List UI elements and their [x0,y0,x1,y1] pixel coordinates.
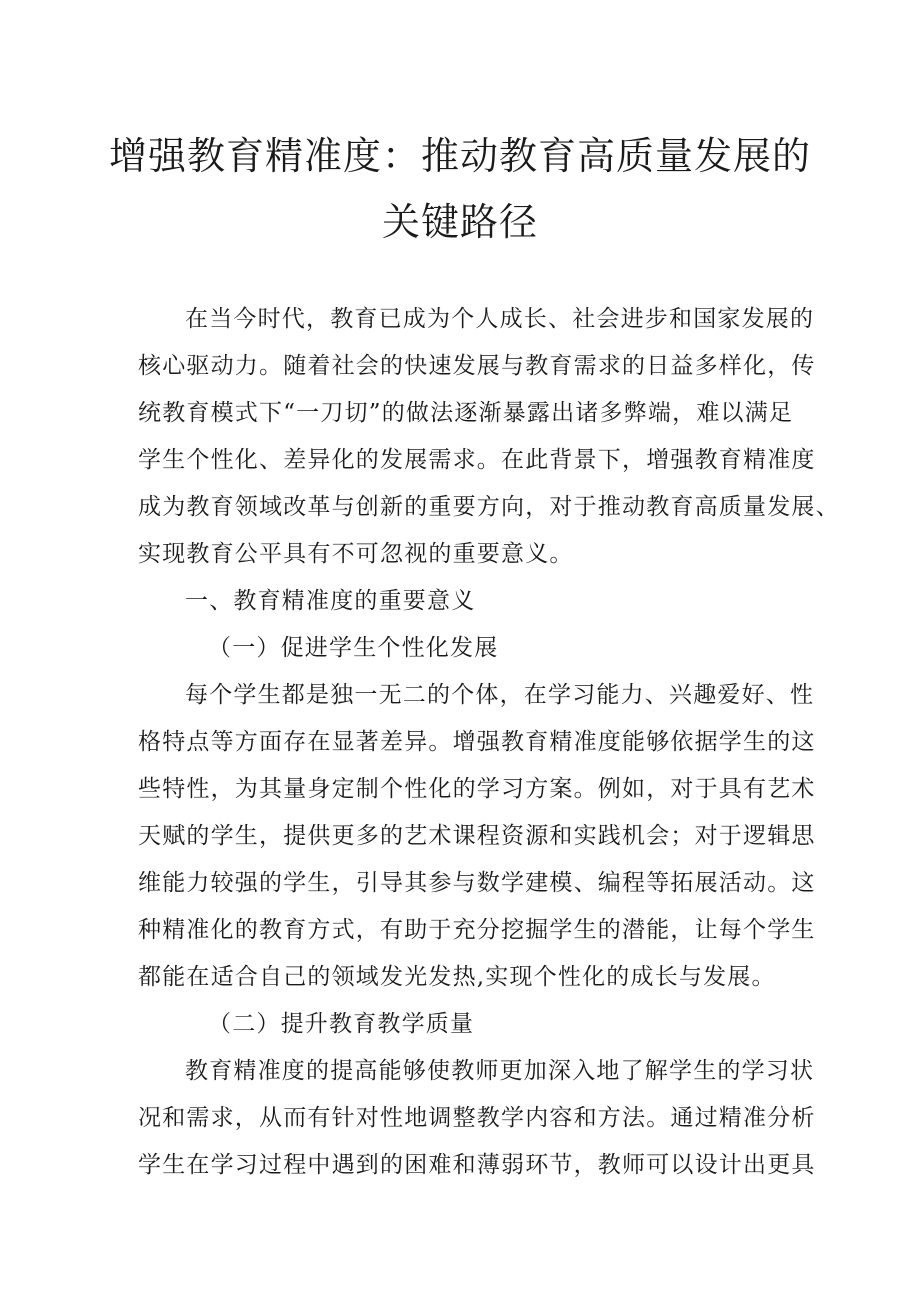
document-title-line-1: 增强教育精准度：推动教育高质量发展的 [108,134,811,178]
paragraph-line: 维能力较强的学生，引导其参与数学建模、编程等拓展活动。这 [138,870,816,896]
paragraph-line: 都能在适合自己的领域发光发热,实现个性化的成长与发展。 [138,964,776,990]
paragraph-line: 学生在学习过程中遇到的困难和薄弱环节，教师可以设计出更具 [138,1152,816,1178]
paragraph-line: 实现教育公平具有不可忽视的重要意义。 [138,541,574,567]
paragraph-line: 格特点等方面存在显著差异。增强教育精准度能够依据学生的这 [138,729,816,755]
subsection-heading: （二）提升教育教学质量 [208,1011,475,1037]
paragraph-line: 核心驱动力。随着社会的快速发展与教育需求的日益多样化，传 [138,353,816,379]
paragraph-line: 天赋的学生，提供更多的艺术课程资源和实践机会；对于逻辑思 [138,823,816,849]
section-heading: 一、教育精准度的重要意义 [185,588,476,614]
paragraph-line: 在当今时代，教育已成为个人成长、社会进步和国家发展的 [185,306,815,332]
paragraph-line: 教育精准度的提高能够使教师更加深入地了解学生的学习状 [185,1058,815,1084]
paragraph-line: 些特性，为其量身定制个性化的学习方案。例如，对于具有艺术 [138,776,816,802]
paragraph-line: 成为教育领域改革与创新的重要方向，对于推动教育高质量发展、 [138,494,840,520]
subsection-heading: （一）促进学生个性化发展 [208,635,499,661]
paragraph-line: 学生个性化、差异化的发展需求。在此背景下，增强教育精准度 [138,447,816,473]
document-title-line-2: 关键路径 [381,200,538,244]
paragraph-line: 种精准化的教育方式，有助于充分挖掘学生的潜能，让每个学生 [138,917,816,943]
paragraph-line: 况和需求，从而有针对性地调整教学内容和方法。通过精准分析 [138,1105,816,1131]
paragraph-line: 每个学生都是独一无二的个体，在学习能力、兴趣爱好、性 [185,682,815,708]
paragraph-line: 统教育模式下“一刀切”的做法逐渐暴露出诸多弊端，难以满足 [138,400,794,426]
